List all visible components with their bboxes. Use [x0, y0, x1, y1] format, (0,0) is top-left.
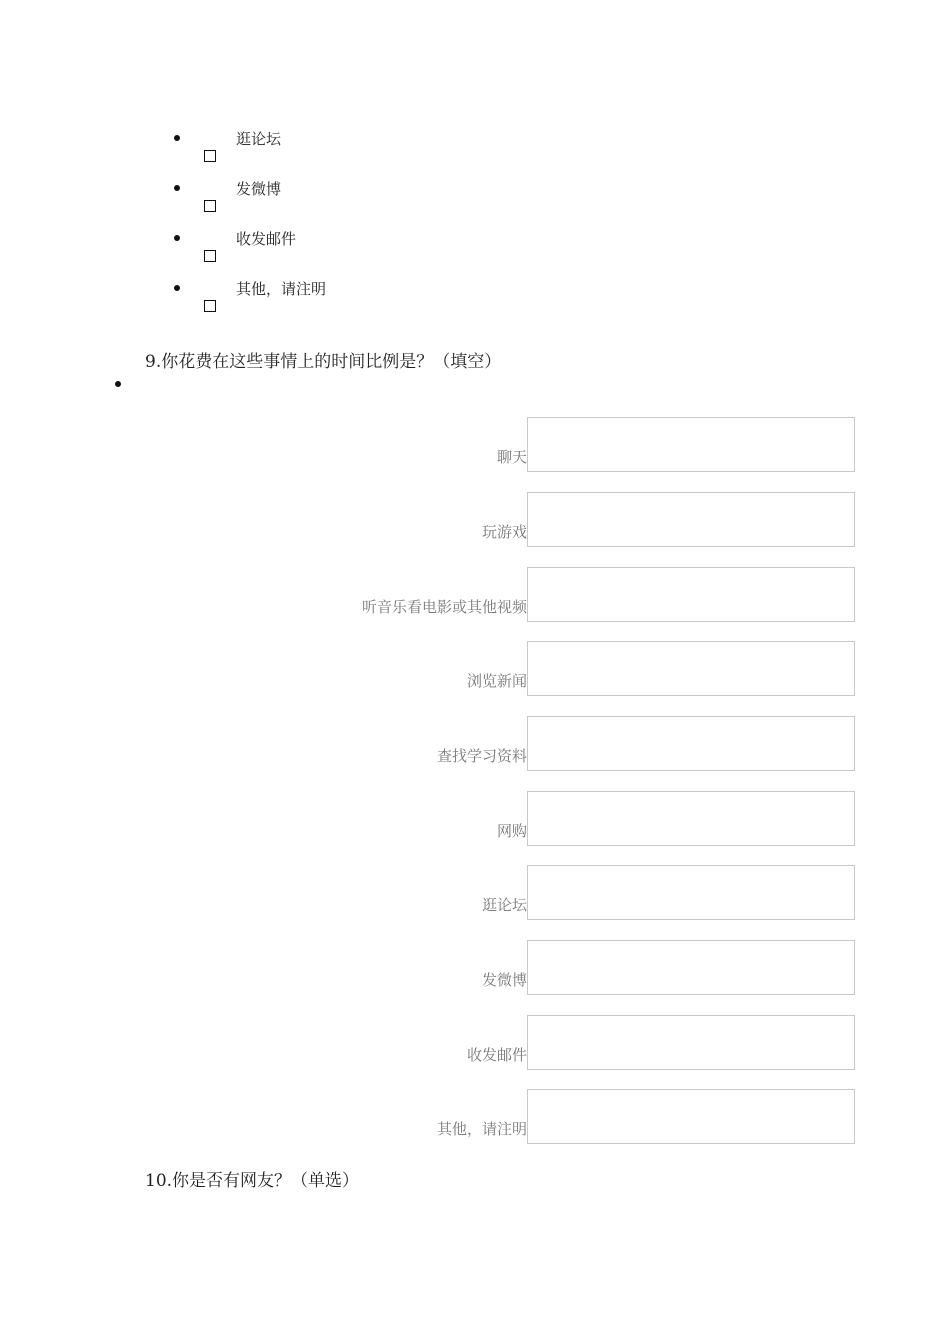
list-bullet: [174, 185, 180, 191]
list-bullet: [115, 381, 121, 387]
q9-fill-label: 逛论坛: [481, 896, 527, 914]
q8-option-label: 其他，请注明: [236, 280, 327, 298]
q9-fill-row: [0, 417, 950, 473]
q9-fill-row: [0, 791, 950, 847]
q8-option-checkbox[interactable]: [204, 200, 216, 212]
q9-title: 9.你花费在这些事情上的时间比例是？（填空）: [145, 352, 502, 372]
q9-fill-input[interactable]: [527, 641, 855, 696]
q9-fill-label: 聊天: [496, 448, 527, 466]
q9-fill-input[interactable]: [527, 1089, 855, 1144]
q9-fill-row: [0, 567, 950, 623]
q9-fill-row: [0, 641, 950, 697]
q8-option-label: 收发邮件: [236, 230, 297, 248]
q9-fill-row: [0, 865, 950, 921]
q9-fill-label: 其他，请注明: [436, 1120, 527, 1138]
q9-fill-input[interactable]: [527, 567, 855, 622]
q8-option-checkbox[interactable]: [204, 150, 216, 162]
q9-fill-row: [0, 716, 950, 772]
q9-fill-input[interactable]: [527, 865, 855, 920]
q9-fill-row: [0, 940, 950, 996]
q9-fill-input[interactable]: [527, 1015, 855, 1070]
q10-title: 10.你是否有网友？（单选）: [145, 1171, 360, 1191]
q9-fill-input[interactable]: [527, 716, 855, 771]
q8-option-label: 逛论坛: [236, 130, 282, 148]
q9-fill-input[interactable]: [527, 417, 855, 472]
q9-fill-label: 网购: [496, 822, 527, 840]
q9-fill-label: 发微博: [481, 971, 527, 989]
q9-fill-input[interactable]: [527, 940, 855, 995]
q9-fill-input[interactable]: [527, 492, 855, 547]
list-bullet: [174, 135, 180, 141]
q9-fill-label: 浏览新闻: [466, 672, 527, 690]
q9-fill-input[interactable]: [527, 791, 855, 846]
list-bullet: [174, 285, 180, 291]
q9-fill-label: 查找学习资料: [436, 747, 527, 765]
q8-option-checkbox[interactable]: [204, 250, 216, 262]
q9-fill-label: 收发邮件: [466, 1046, 527, 1064]
q8-option-checkbox[interactable]: [204, 300, 216, 312]
q9-fill-label: 听音乐看电影或其他视频: [361, 598, 527, 616]
list-bullet: [174, 235, 180, 241]
q9-fill-row: [0, 1089, 950, 1145]
q9-fill-row: [0, 1015, 950, 1071]
q8-option-label: 发微博: [236, 180, 282, 198]
q9-fill-label: 玩游戏: [481, 523, 527, 541]
q9-fill-row: [0, 492, 950, 548]
